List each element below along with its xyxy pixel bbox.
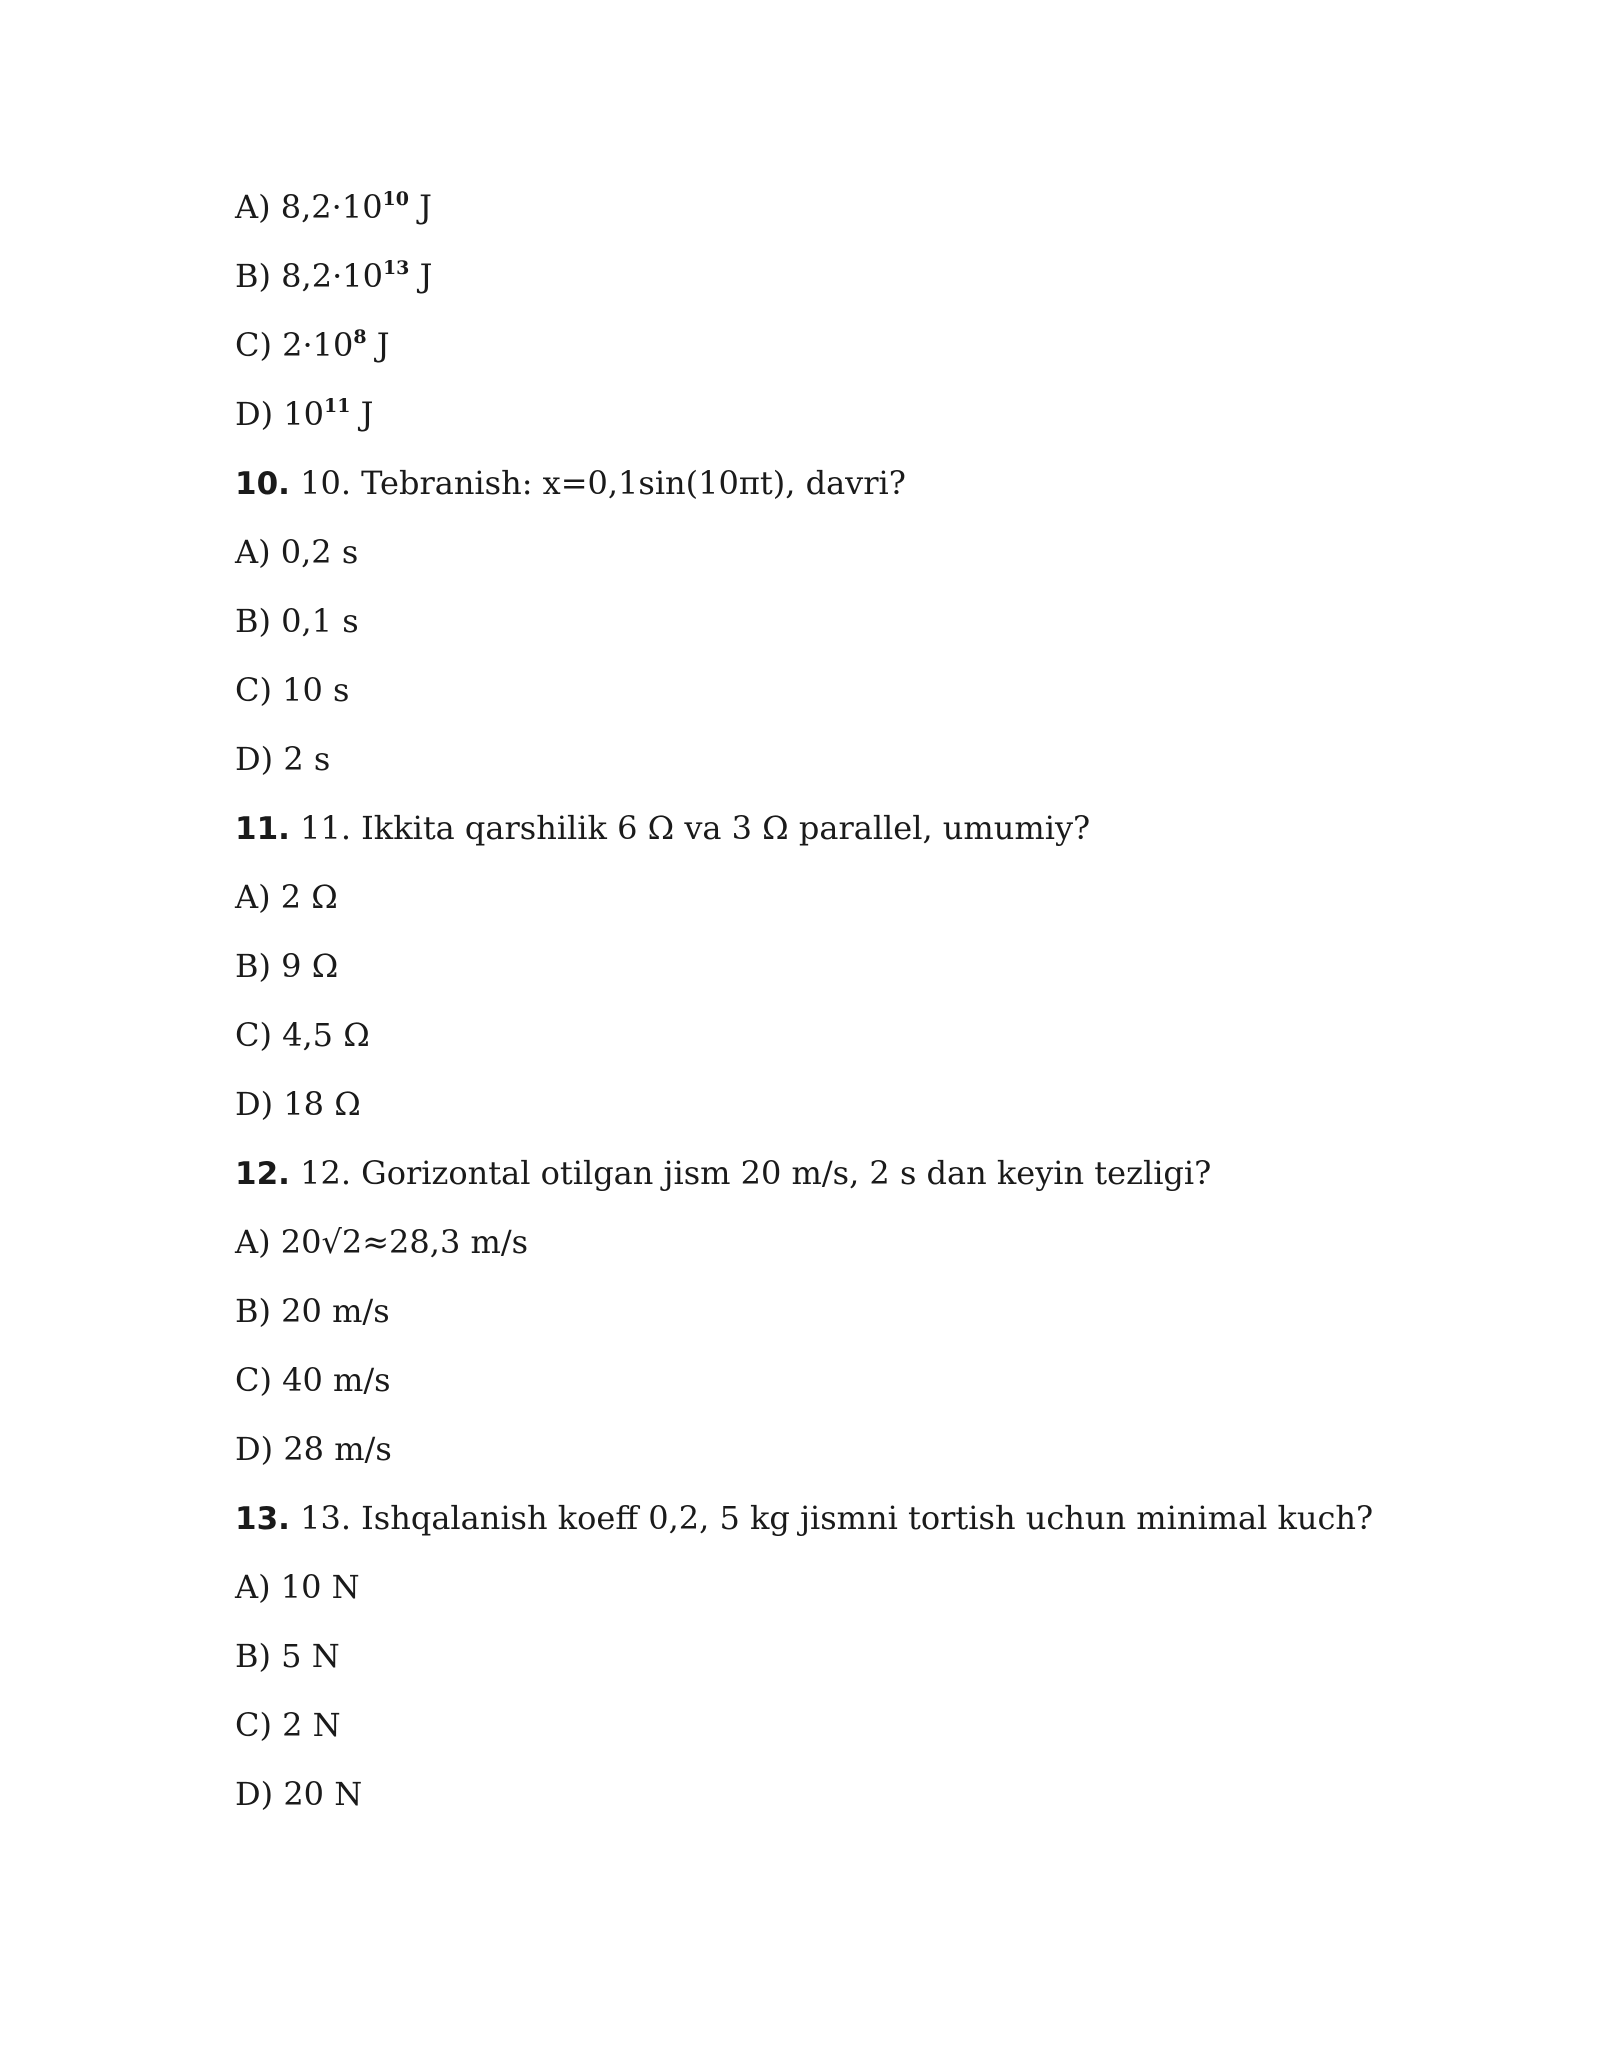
- q9-option-c-unit: J: [366, 326, 390, 364]
- q9-option-d-text: D) 10: [235, 395, 325, 433]
- question-text: 11. Ikkita qarshilik 6 Ω va 3 Ω parallel, umumiy?: [289, 809, 1091, 847]
- q9-option-d: [235, 394, 373, 434]
- q9-option-b: [235, 256, 432, 296]
- q13-option-c: C) 2 N: [235, 1706, 341, 1744]
- question-number: 13.: [235, 1501, 290, 1537]
- q9-option-a-unit: J: [409, 188, 432, 226]
- q9-option-d-exponent: 11: [324, 395, 351, 417]
- q9-option-a: [235, 187, 432, 227]
- question-text: 10. Tebranish: x=0,1sin(10πt), davri?: [289, 464, 906, 502]
- q12-option-b: B) 20 m/s: [235, 1292, 390, 1330]
- q9-option-b-text: B) 8,2·10: [235, 257, 383, 295]
- q11-option-a: A) 2 Ω: [235, 878, 338, 916]
- q10-option-a: A) 0,2 s: [235, 533, 359, 571]
- question-text: 12. Gorizontal otilgan jism 20 m/s, 2 s dan keyin tezligi?: [289, 1154, 1212, 1192]
- question-text: 13. Ishqalanish koeff 0,2, 5 kg jismni tortish uchun minimal kuch?: [289, 1499, 1374, 1537]
- question-number: 10.: [235, 466, 290, 502]
- q9-option-d-unit: J: [350, 395, 374, 433]
- q9-option-b-unit: J: [409, 257, 433, 295]
- q9-option-b-exponent: 13: [382, 257, 410, 279]
- q12-option-c: C) 40 m/s: [235, 1361, 391, 1399]
- question-number: 12.: [235, 1156, 290, 1192]
- q11-option-d: D) 18 Ω: [235, 1085, 361, 1123]
- q13-option-d: D) 20 N: [235, 1775, 363, 1813]
- question-12: [235, 1153, 1211, 1194]
- q12-option-d: D) 28 m/s: [235, 1430, 392, 1468]
- q9-option-c: [235, 325, 390, 365]
- q11-option-b: B) 9 Ω: [235, 947, 339, 985]
- question-10: [235, 463, 906, 504]
- q9-option-a-exponent: 10: [382, 188, 409, 210]
- q10-option-b: B) 0,1 s: [235, 602, 359, 640]
- q12-option-a: A) 20√2≈28,3 m/s: [235, 1223, 529, 1261]
- q13-option-a: A) 10 N: [235, 1568, 360, 1606]
- q9-option-c-exponent: 8: [353, 326, 367, 348]
- q9-option-c-text: C) 2·10: [235, 326, 354, 364]
- question-13: [235, 1498, 1373, 1539]
- q10-option-d: D) 2 s: [235, 740, 331, 778]
- q9-option-a-text: A) 8,2·10: [235, 188, 383, 226]
- q10-option-c: C) 10 s: [235, 671, 350, 709]
- q13-option-b: B) 5 N: [235, 1637, 340, 1675]
- question-number: 11.: [235, 811, 290, 847]
- q11-option-c: C) 4,5 Ω: [235, 1016, 370, 1054]
- question-11: [235, 808, 1090, 849]
